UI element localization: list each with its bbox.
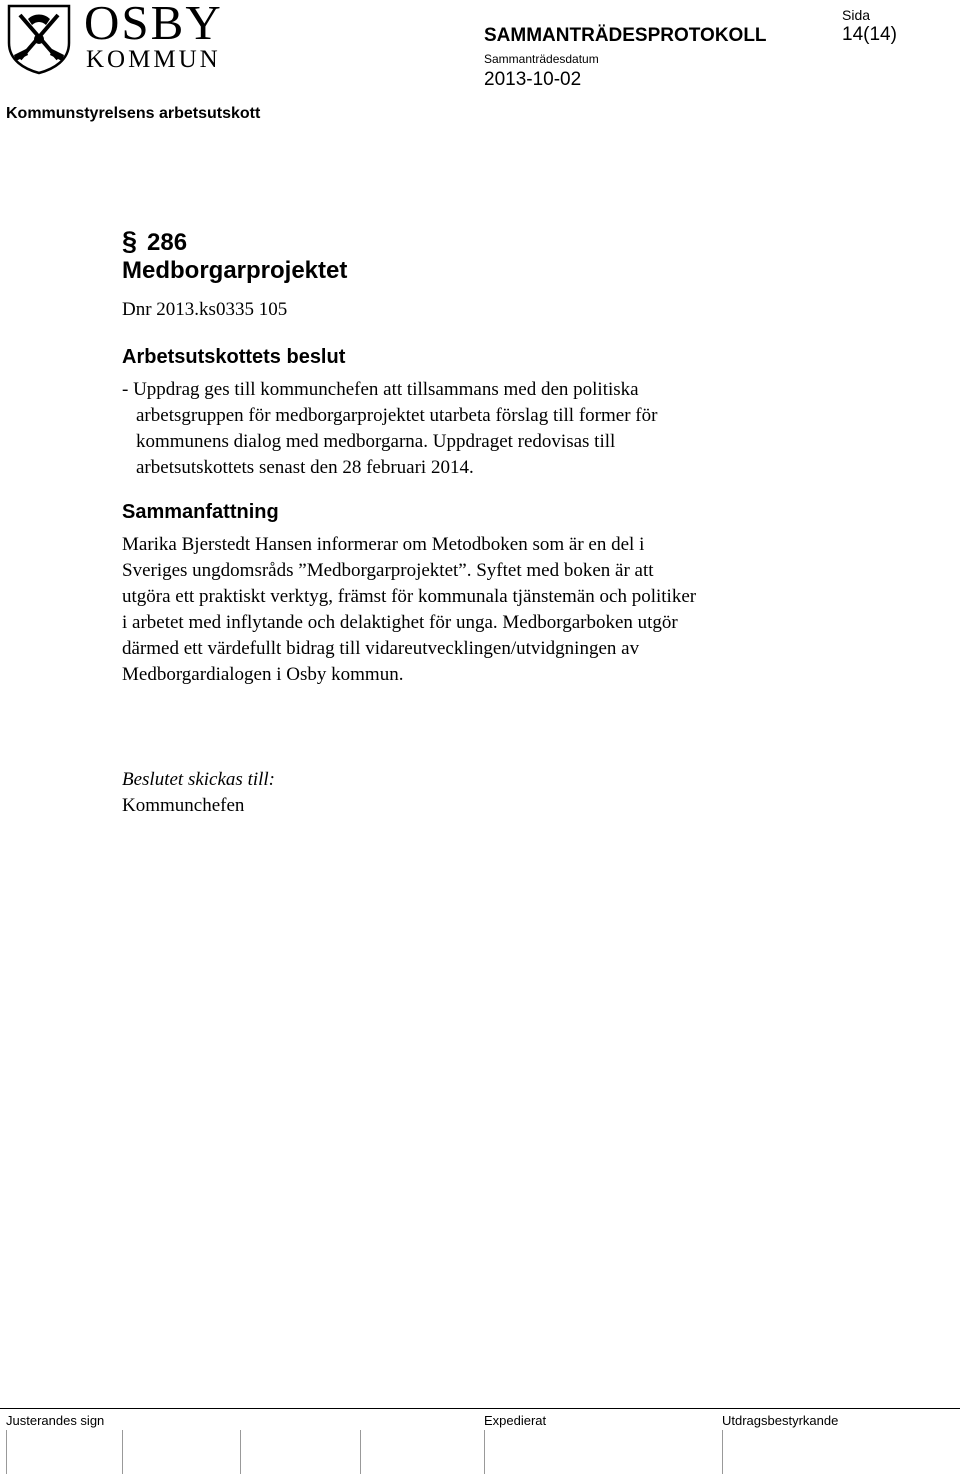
footer-divider <box>0 1408 960 1409</box>
summary-line: Medborgardialogen i Osby kommun. <box>122 664 404 685</box>
decision-line: arbetsutskottets senast den 28 februari 2014. <box>136 457 474 478</box>
footer-expedierat: Expedierat <box>484 1413 547 1428</box>
section-title: Medborgarprojektet <box>122 257 348 284</box>
decision-text <box>122 377 812 481</box>
brand-osby: OSBY <box>84 0 223 50</box>
decision-line: kommunens dialog med medborgarna. Uppdraget redovisas till <box>136 431 616 452</box>
decision-line: arbetsgruppen för medborgarprojektet utarbeta förslag till former för <box>136 405 658 426</box>
document-type: SAMMANTRÄDESPROTOKOLL <box>484 25 767 46</box>
decision-line: - Uppdrag ges till kommunchefen att tillsammans med den politiska <box>122 379 639 400</box>
page-number: 14(14) <box>842 24 897 45</box>
committee-name: Kommunstyrelsens arbetsutskott <box>6 105 261 122</box>
decision-heading: Arbetsutskottets beslut <box>122 346 346 368</box>
summary-text <box>122 532 822 688</box>
meeting-date-label: Sammanträdesdatum <box>484 52 599 66</box>
summary-line: därmed ett värdefullt bidrag till vidareutvecklingen/utvidgningen av <box>122 638 640 659</box>
signature-box-divider <box>240 1430 241 1474</box>
sent-to-label: Beslutet skickas till: <box>122 769 276 790</box>
footer-utdragsbestyrkande: Utdragsbestyrkande <box>722 1413 839 1428</box>
summary-line: Marika Bjerstedt Hansen informerar om Metodboken som är en del i <box>122 534 645 555</box>
section-heading <box>122 228 187 255</box>
diary-number: Dnr 2013.ks0335 105 <box>122 299 288 320</box>
signature-box-divider <box>484 1430 485 1474</box>
footer-justerande-sign: Justerandes sign <box>6 1413 105 1428</box>
signature-box-divider <box>122 1430 123 1474</box>
summary-line: Sveriges ungdomsråds ”Medborgarprojektet”. Syftet med boken är att <box>122 560 654 581</box>
meeting-date-value: 2013-10-02 <box>484 69 582 90</box>
page-label: Sida <box>842 7 871 23</box>
osby-coat-of-arms-icon <box>6 3 72 75</box>
brand-kommun: KOMMUN <box>86 46 221 73</box>
signature-box-divider <box>360 1430 361 1474</box>
summary-line: i arbetet med inflytande och delaktighet för unga. Medborgarboken utgör <box>122 612 678 633</box>
summary-heading: Sammanfattning <box>122 501 279 523</box>
signature-box-divider <box>722 1430 723 1474</box>
sent-to-recipient: Kommunchefen <box>122 795 245 816</box>
section-sign: § <box>122 226 138 256</box>
summary-line: utgöra ett praktiskt verktyg, främst för kommunala tjänstemän och politiker <box>122 586 697 607</box>
signature-box-divider <box>6 1430 7 1474</box>
section-number: 286 <box>147 229 188 256</box>
